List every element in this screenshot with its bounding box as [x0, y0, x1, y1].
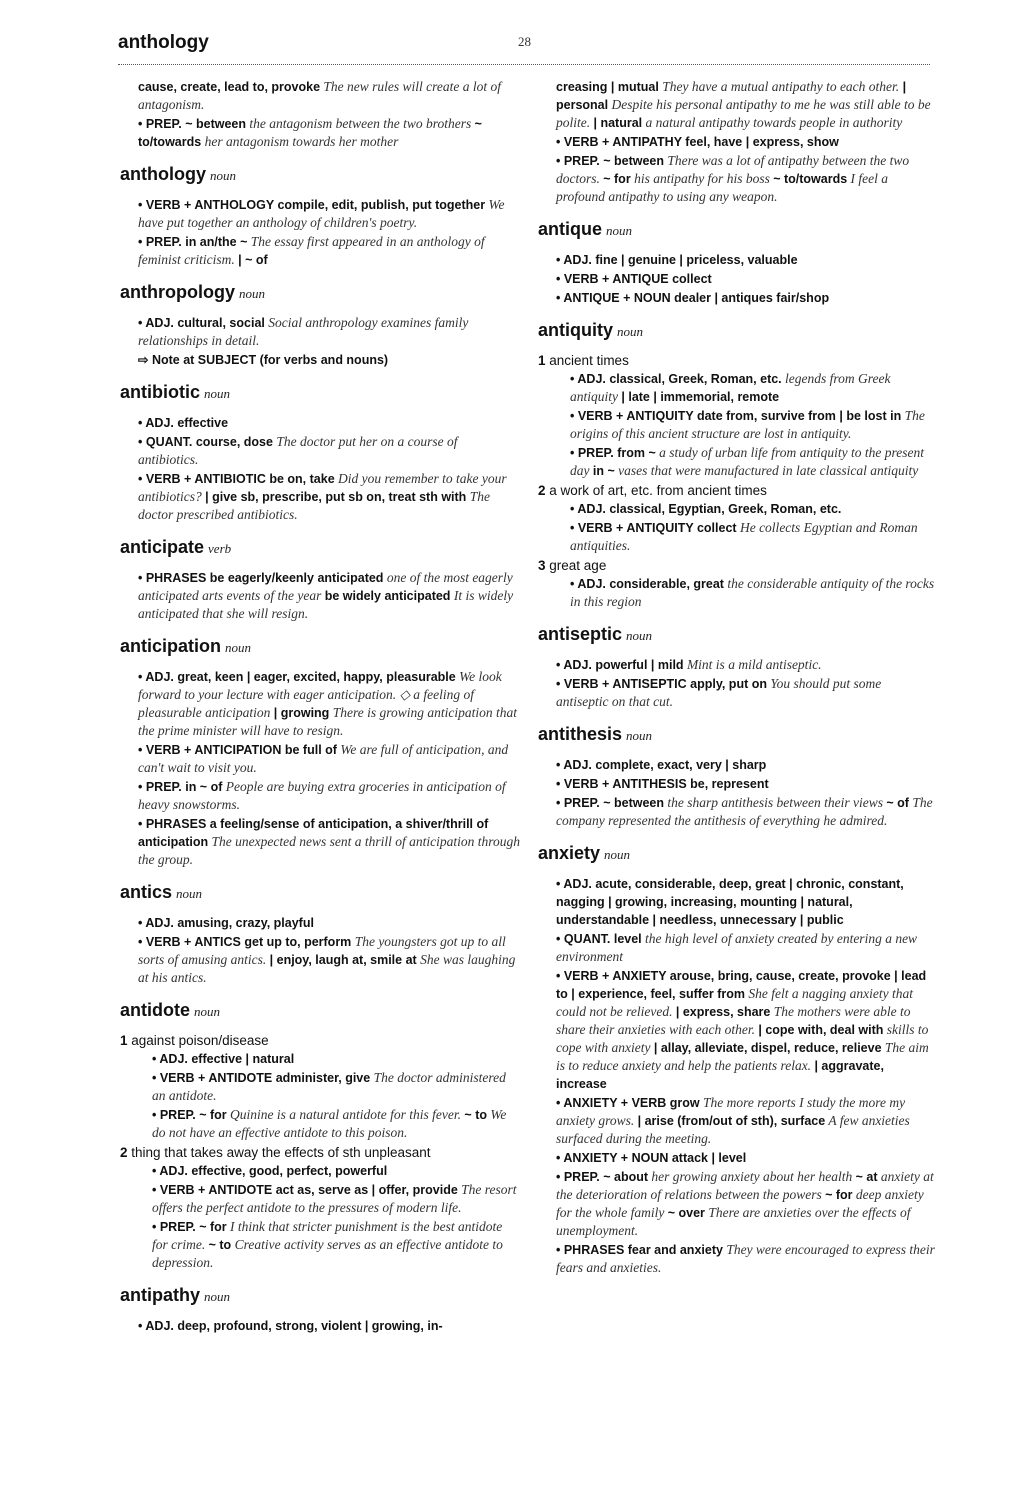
example-text: We do not have an effective antidote to this poison. [152, 1107, 507, 1140]
example-text: It is widely anticipated that she will resign. [138, 588, 514, 621]
entry-line [138, 351, 520, 369]
headword: antipathy [120, 1285, 201, 1305]
headword: antique [538, 219, 603, 239]
part-of-speech: noun [606, 223, 633, 238]
dictionary-entry [538, 218, 936, 307]
headword: antithesis [538, 724, 623, 744]
collocation-text: • ADJ. amusing, crazy, playful [138, 916, 314, 930]
example-text: a study of urban life from antiquity to the present day [570, 445, 925, 478]
sense-definition: a work of art, etc. from ancient times [549, 483, 767, 498]
collocation-text: • ADJ. effective [138, 416, 229, 430]
entry-heading [120, 1284, 520, 1308]
part-of-speech: verb [208, 541, 232, 556]
collocation-text: | enjoy, laugh at, smile at [269, 953, 417, 967]
sense-number: 1 [120, 1033, 128, 1048]
left-column [120, 78, 520, 1347]
entry-line [556, 656, 936, 674]
entry-line [556, 407, 936, 443]
collocation-text: • VERB + ANTICIPATION be full of [138, 743, 337, 757]
collocation-text: • PHRASES be eagerly/keenly anticipated [138, 571, 384, 585]
headword: anthropology [120, 282, 235, 302]
sense-label [538, 482, 936, 500]
right-column [538, 78, 936, 1289]
example-text: We have put together an anthology of children's poetry. [138, 197, 505, 230]
collocation-text: ~ for [825, 1188, 853, 1202]
example-text: her growing anxiety about her health [648, 1169, 856, 1184]
example-text: Mint is a mild antiseptic. [683, 657, 822, 672]
example-text: vases that were manufactured in late classical antiquity [614, 463, 919, 478]
example-text: the antagonism between the two brothers [246, 116, 475, 131]
headword: antidote [120, 1000, 190, 1020]
example-text: Creative activity serves as an effective antidote to depression. [152, 1237, 503, 1270]
example-text: I think that stricter punishment is the best antidote for crime. [152, 1219, 503, 1252]
collocation-text: ~ to [208, 1238, 232, 1252]
example-text: Quinine is a natural antidote for this fever. [226, 1107, 465, 1122]
entry-heading [538, 842, 936, 866]
example-text: The company represented the antithesis of everything he admired. [556, 795, 933, 828]
example-text: The aim is to reduce anxiety and help the patients relax. [556, 1040, 929, 1073]
collocation-text: • ADJ. classical, Greek, Roman, etc. [570, 372, 782, 386]
entry-line [556, 575, 936, 611]
example-text: The new rules will create a lot of antagonism. [138, 79, 502, 112]
sense-block [538, 482, 936, 555]
collocation-text: ~ for [603, 172, 631, 186]
collocation-text: cause, create, lead to, provoke [138, 80, 321, 94]
sense-number: 1 [538, 353, 546, 368]
entry-line [138, 115, 520, 151]
example-text: The mothers were able to share their anxieties with each other. [556, 1004, 911, 1037]
dictionary-entry [120, 281, 520, 369]
example-text: The doctor prescribed antibiotics. [138, 489, 490, 522]
dictionary-entry [538, 623, 936, 711]
entry-line [556, 930, 936, 966]
example-text: her antagonism towards her mother [201, 134, 399, 149]
entry-continuation [120, 78, 520, 151]
sense-block [538, 557, 936, 611]
dictionary-entry [120, 999, 520, 1272]
entry-line [556, 78, 936, 132]
entry-continuation [538, 78, 936, 206]
collocation-text: • PREP. in an/the ~ [138, 235, 248, 249]
collocation-text: | give sb, prescribe, put sb on, treat sth with [205, 490, 467, 504]
example-text: The doctor administered an antidote. [152, 1070, 506, 1103]
entry-line [556, 1168, 936, 1240]
collocation-text: • ADJ. effective, good, perfect, powerful [152, 1164, 388, 1178]
example-text: one of the most eagerly anticipated arts events of the year [138, 570, 513, 603]
example-text: a natural antipathy towards people in authority [642, 115, 903, 130]
dictionary-entry [538, 319, 936, 611]
running-header [118, 30, 930, 65]
sense-block [120, 1032, 520, 1142]
example-text: anxiety at the deterioration of relations between the powers [556, 1169, 934, 1202]
headword: anticipation [120, 636, 222, 656]
entry-line [556, 875, 936, 929]
collocation-text: • VERB + ANTIQUE collect [556, 272, 712, 286]
collocation-text: • VERB + ANTIDOTE administer, give [152, 1071, 371, 1085]
entry-line [138, 569, 520, 623]
collocation-text: • ADJ. great, keen | eager, excited, happy, pleasurable [138, 670, 456, 684]
example-text: Social anthropology examines family relationships in detail. [138, 315, 469, 348]
entry-line [138, 414, 520, 432]
collocation-text: • ADJ. classical, Egyptian, Greek, Roman, etc. [570, 502, 842, 516]
entry-line [556, 152, 936, 206]
collocation-text: • QUANT. course, dose [138, 435, 273, 449]
example-text: legends from Greek antiquity [570, 371, 891, 404]
entry-heading [120, 381, 520, 405]
part-of-speech: noun [604, 847, 631, 862]
collocation-text: ~ to/towards [773, 172, 848, 186]
dictionary-entry [120, 536, 520, 623]
part-of-speech: noun [626, 728, 653, 743]
entry-line [138, 1317, 520, 1335]
entry-line [556, 289, 936, 307]
example-text: the sharp antithesis between their views [664, 795, 887, 810]
example-text: the considerable antiquity of the rocks in this region [570, 576, 935, 609]
collocation-text: | express, share [675, 1005, 771, 1019]
dictionary-entry [538, 723, 936, 830]
entry-line [138, 668, 520, 740]
example-text: The more reports I study the more my anxiety grows. [556, 1095, 906, 1128]
part-of-speech: noun [204, 386, 230, 401]
example-text: A few anxieties surfaced during the meeting. [556, 1113, 910, 1146]
sense-block [538, 352, 936, 480]
part-of-speech: noun [204, 1289, 231, 1304]
sense-number: 3 [538, 558, 546, 573]
entry-heading [538, 319, 936, 343]
dictionary-entry [538, 842, 936, 1277]
entry-line [556, 1241, 936, 1277]
collocation-text: • ADJ. considerable, great [570, 577, 724, 591]
dictionary-entry [120, 881, 520, 987]
entry-line [138, 314, 520, 350]
dictionary-entry [120, 163, 520, 269]
collocation-text: • PREP. ~ about [556, 1170, 649, 1184]
entry-heading [120, 999, 520, 1023]
collocation-text: | late | immemorial, remote [621, 390, 780, 404]
headword: anticipate [120, 537, 205, 557]
entry-line [138, 1181, 520, 1217]
entry-line [556, 444, 936, 480]
collocation-text: | personal [556, 80, 907, 112]
running-headword: anthology [118, 32, 209, 53]
entry-heading [120, 163, 520, 187]
entry-line [556, 370, 936, 406]
collocation-text: | aggravate, increase [556, 1059, 884, 1091]
entry-line [556, 775, 936, 793]
example-text: There is growing anticipation that the prime minister will have to resign. [138, 705, 517, 738]
collocation-text: ~ of [886, 796, 909, 810]
example-text: The origins of this ancient structure are lost in antiquity. [570, 408, 925, 441]
page-number: 28 [518, 34, 531, 49]
example-text: Did you remember to take your antibiotics? [138, 471, 507, 504]
collocation-text: • ANXIETY + NOUN attack | level [556, 1151, 747, 1165]
entry-line [556, 1094, 936, 1148]
collocation-text: • ADJ. fine | genuine | priceless, valuable [556, 253, 798, 267]
entry-line [138, 778, 520, 814]
example-text: the high level of anxiety created by entering a new environment [556, 931, 918, 964]
collocation-text: • ADJ. cultural, social [138, 316, 265, 330]
example-text: skills to cope with anxiety [556, 1022, 929, 1055]
collocation-text: • ADJ. effective | natural [152, 1052, 295, 1066]
collocation-text: • PREP. in ~ of [138, 780, 223, 794]
part-of-speech: noun [210, 168, 236, 183]
collocation-text: • VERB + ANTIQUITY collect [570, 521, 737, 535]
sense-definition: against poison/disease [131, 1033, 269, 1048]
entry-heading [538, 723, 936, 747]
collocation-text: ~ to [464, 1108, 487, 1122]
collocation-text: • ADJ. deep, profound, strong, violent | growing, in- [138, 1319, 443, 1333]
sense-definition: thing that takes away the effects of sth unpleasant [131, 1145, 431, 1160]
collocation-text: • PREP. ~ for [152, 1108, 227, 1122]
headword: antiquity [538, 320, 613, 340]
collocation-text: • VERB + ANTICS get up to, perform [138, 935, 352, 949]
collocation-text: • VERB + ANTIPATHY feel, have | express, show [556, 135, 839, 149]
collocation-text: • PHRASES a feeling/sense of anticipation, a shiver/thrill of anticipation [138, 817, 489, 849]
collocation-text: | arise (from/out of sth), surface [637, 1114, 826, 1128]
entry-line [138, 78, 520, 114]
part-of-speech: noun [239, 286, 265, 301]
entry-line [138, 470, 520, 524]
example-text: We look forward to your lecture with eager anticipation. ◇ a feeling of pleasurable anticipation [138, 669, 502, 720]
entry-line [556, 133, 936, 151]
example-text: The unexpected news sent a thrill of anticipation through the group. [138, 834, 520, 867]
example-text: We are full of anticipation, and can't wait to visit you. [138, 742, 509, 775]
sense-definition: ancient times [549, 353, 629, 368]
example-text: his antipathy for his boss [630, 171, 774, 186]
headword: anthology [120, 164, 206, 184]
entry-heading [538, 218, 936, 242]
collocation-text: • VERB + ANXIETY arouse, bring, cause, create, provoke | lead to | experience, feel, suffer from [556, 969, 927, 1001]
example-text: There was a lot of antipathy between the two doctors. [556, 153, 910, 186]
example-text: deep anxiety for the whole family [556, 1187, 924, 1220]
dictionary-entry [120, 1284, 520, 1335]
collocation-text: | natural [593, 116, 643, 130]
sense-number: 2 [120, 1145, 128, 1160]
example-text: The youngsters got up to all sorts of amusing antics. [138, 934, 506, 967]
entry-line [138, 914, 520, 932]
entry-line [138, 233, 520, 269]
part-of-speech: noun [225, 640, 252, 655]
sense-block [120, 1144, 520, 1272]
entry-line [138, 196, 520, 232]
collocation-text: be widely anticipated [324, 589, 451, 603]
example-text: You should put some antiseptic on that cut. [556, 676, 882, 709]
headword: antiseptic [538, 624, 623, 644]
entry-line [138, 1218, 520, 1272]
collocation-text: ~ over [667, 1206, 705, 1220]
collocation-text: • VERB + ANTIQUITY date from, survive from | be lost in [570, 409, 902, 423]
entry-line [138, 741, 520, 777]
example-text: He collects Egyptian and Roman antiquities. [570, 520, 918, 553]
collocation-text: in ~ [592, 464, 615, 478]
example-text: There are anxieties over the effects of unemployment. [556, 1205, 911, 1238]
collocation-text: • PREP. ~ between [556, 154, 665, 168]
entry-line [138, 1069, 520, 1105]
collocation-text: | ~ of [238, 253, 268, 267]
example-text: The resort offers the perfect antidote to the pressures of modern life. [152, 1182, 517, 1215]
part-of-speech: noun [194, 1004, 220, 1019]
part-of-speech: noun [626, 628, 653, 643]
sense-definition: great age [549, 558, 607, 573]
headword: antibiotic [120, 382, 200, 402]
entry-line [556, 675, 936, 711]
part-of-speech: noun [176, 886, 203, 901]
sense-label [120, 1032, 520, 1050]
example-text: Despite his personal antipathy to me he was still able to be polite. [556, 97, 931, 130]
collocation-text: | cope with, deal with [758, 1023, 884, 1037]
example-text: She felt a nagging anxiety that could not be relieved. [556, 986, 913, 1019]
entry-heading [538, 623, 936, 647]
entry-heading [120, 536, 520, 560]
collocation-text: • ANTIQUE + NOUN dealer | antiques fair/shop [556, 291, 830, 305]
entry-line [556, 756, 936, 774]
entry-heading [120, 881, 520, 905]
entry-line [138, 933, 520, 987]
collocation-text: • VERB + ANTITHESIS be, represent [556, 777, 769, 791]
headword: anxiety [538, 843, 601, 863]
collocation-text: | allay, alleviate, dispel, reduce, relieve [653, 1041, 882, 1055]
collocation-text: • ADJ. powerful | mild [556, 658, 684, 672]
entry-line [556, 967, 936, 1093]
entry-line [556, 270, 936, 288]
entry-line [138, 815, 520, 869]
entry-heading [120, 281, 520, 305]
example-text: People are buying extra groceries in anticipation of heavy snowstorms. [138, 779, 506, 812]
entry-line [556, 519, 936, 555]
collocation-text: • VERB + ANTIBIOTIC be on, take [138, 472, 335, 486]
collocation-text: • QUANT. level [556, 932, 642, 946]
collocation-text: ~ to/towards [138, 117, 482, 149]
collocation-text: • VERB + ANTISEPTIC apply, put on [556, 677, 767, 691]
entry-line [556, 794, 936, 830]
collocation-text: • PREP. ~ for [152, 1220, 227, 1234]
collocation-text: • ANXIETY + VERB grow [556, 1096, 700, 1110]
entry-heading [120, 635, 520, 659]
collocation-text: | growing [273, 706, 330, 720]
entry-line [138, 1050, 520, 1068]
example-text: She was laughing at his antics. [138, 952, 516, 985]
collocation-text: • PHRASES fear and anxiety [556, 1243, 723, 1257]
sense-label [538, 352, 936, 370]
collocation-text: ⇨ Note at SUBJECT (for verbs and nouns) [138, 353, 389, 367]
dictionary-entry [120, 635, 520, 869]
collocation-text: • VERB + ANTIDOTE act as, serve as | offer, provide [152, 1183, 458, 1197]
entry-line [556, 1149, 936, 1167]
entry-line [138, 433, 520, 469]
part-of-speech: noun [617, 324, 643, 339]
entry-line [138, 1106, 520, 1142]
entry-line [556, 500, 936, 518]
headword: antics [120, 882, 173, 902]
collocation-text: • PREP. ~ between [556, 796, 665, 810]
example-text: The essay first appeared in an anthology of feminist criticism. [138, 234, 485, 267]
entry-line [556, 251, 936, 269]
example-text: I feel a profound antipathy to using any weapon. [556, 171, 889, 204]
collocation-text: • PREP. ~ between [138, 117, 247, 131]
sense-label [120, 1144, 520, 1162]
example-text: They have a mutual antipathy to each other. [658, 79, 903, 94]
sense-label [538, 557, 936, 575]
collocation-text: • VERB + ANTHOLOGY compile, edit, publish, put together [138, 198, 486, 212]
collocation-text: • ADJ. complete, exact, very | sharp [556, 758, 767, 772]
collocation-text: • ADJ. acute, considerable, deep, great | chronic, constant, nagging | growing, increasing, mounting | natural, understandable | needless, unnecessary | public [556, 877, 904, 927]
sense-number: 2 [538, 483, 546, 498]
dictionary-entry [120, 381, 520, 524]
example-text: The doctor put her on a course of antibiotics. [138, 434, 458, 467]
collocation-text: • PREP. from ~ [570, 446, 656, 460]
collocation-text: creasing | mutual [556, 80, 659, 94]
collocation-text: ~ at [855, 1170, 878, 1184]
entry-line [138, 1162, 520, 1180]
example-text: They were encouraged to express their fears and anxieties. [556, 1242, 935, 1275]
